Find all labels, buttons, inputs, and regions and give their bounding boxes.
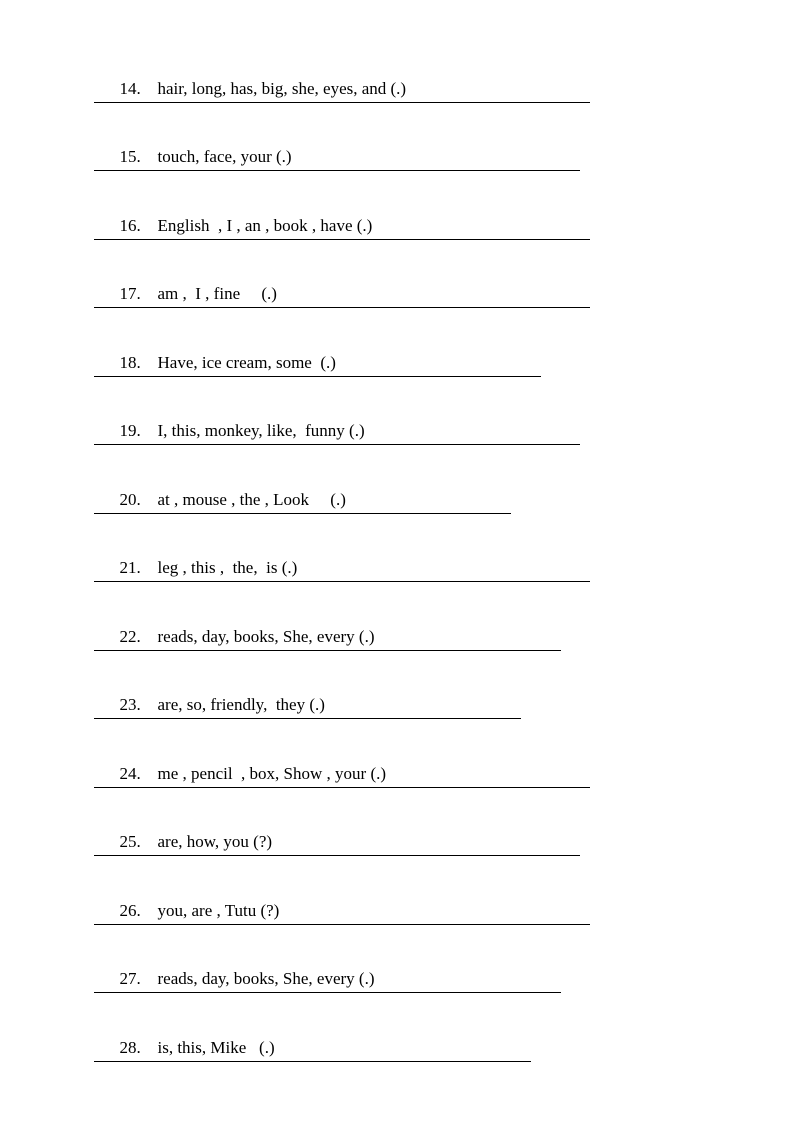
question-prompt xyxy=(94,672,325,738)
question-words: are, how, you (?) xyxy=(157,832,273,851)
answer-line[interactable] xyxy=(94,239,590,240)
question-number: 17. xyxy=(119,284,141,303)
question-number: 14. xyxy=(119,79,141,98)
answer-line[interactable] xyxy=(94,787,590,788)
question-words: are, so, friendly, they (.) xyxy=(157,695,325,714)
question-prompt xyxy=(94,398,365,464)
question-words: you, are , Tutu (?) xyxy=(157,901,280,920)
answer-line[interactable] xyxy=(94,376,541,377)
answer-line[interactable] xyxy=(94,718,521,719)
answer-line[interactable] xyxy=(94,102,590,103)
question-prompt xyxy=(94,741,386,807)
question-19 xyxy=(94,398,694,458)
question-24 xyxy=(94,741,694,801)
question-prompt xyxy=(94,535,297,601)
question-27 xyxy=(94,946,694,1006)
question-words: reads, day, books, She, every (.) xyxy=(157,969,375,988)
question-prompt xyxy=(94,809,272,875)
question-words: hair, long, has, big, she, eyes, and (.) xyxy=(157,79,407,98)
question-prompt xyxy=(94,56,406,122)
question-16 xyxy=(94,193,694,253)
question-25 xyxy=(94,809,694,869)
answer-line[interactable] xyxy=(94,1061,531,1062)
question-words: touch, face, your (.) xyxy=(157,147,292,166)
question-prompt xyxy=(94,467,346,533)
question-words: am , I , fine (.) xyxy=(157,284,277,303)
answer-line[interactable] xyxy=(94,307,590,308)
question-26 xyxy=(94,878,694,938)
question-28 xyxy=(94,1015,694,1075)
question-prompt xyxy=(94,261,277,327)
question-number: 18. xyxy=(119,353,141,372)
question-number: 19. xyxy=(119,421,141,440)
answer-line[interactable] xyxy=(94,513,511,514)
question-prompt xyxy=(94,946,375,1012)
question-18 xyxy=(94,330,694,390)
question-words: leg , this , the, is (.) xyxy=(157,558,298,577)
question-number: 22. xyxy=(119,627,141,646)
question-17 xyxy=(94,261,694,321)
answer-line[interactable] xyxy=(94,444,580,445)
question-20 xyxy=(94,467,694,527)
question-number: 25. xyxy=(119,832,141,851)
question-number: 20. xyxy=(119,490,141,509)
question-number: 27. xyxy=(119,969,141,988)
question-number: 16. xyxy=(119,216,141,235)
question-words: English , I , an , book , have (.) xyxy=(157,216,373,235)
question-number: 28. xyxy=(119,1038,141,1057)
question-words: at , mouse , the , Look (.) xyxy=(157,490,346,509)
question-prompt xyxy=(94,193,372,259)
question-words: me , pencil , box, Show , your (.) xyxy=(157,764,387,783)
answer-line[interactable] xyxy=(94,170,580,171)
question-22 xyxy=(94,604,694,664)
question-number: 21. xyxy=(119,558,141,577)
answer-line[interactable] xyxy=(94,650,561,651)
answer-line[interactable] xyxy=(94,581,590,582)
question-number: 26. xyxy=(119,901,141,920)
question-prompt xyxy=(94,1015,275,1081)
question-words: reads, day, books, She, every (.) xyxy=(157,627,375,646)
answer-line[interactable] xyxy=(94,992,561,993)
question-23 xyxy=(94,672,694,732)
question-21 xyxy=(94,535,694,595)
question-15 xyxy=(94,124,694,184)
question-number: 23. xyxy=(119,695,141,714)
question-prompt xyxy=(94,604,375,670)
question-words: is, this, Mike (.) xyxy=(157,1038,275,1057)
question-words: Have, ice cream, some (.) xyxy=(157,353,336,372)
answer-line[interactable] xyxy=(94,924,590,925)
question-number: 15. xyxy=(119,147,141,166)
question-prompt xyxy=(94,330,336,396)
question-words: I, this, monkey, like, funny (.) xyxy=(157,421,365,440)
answer-line[interactable] xyxy=(94,855,580,856)
question-prompt xyxy=(94,878,279,944)
question-14 xyxy=(94,56,694,116)
question-number: 24. xyxy=(119,764,141,783)
question-prompt xyxy=(94,124,292,190)
